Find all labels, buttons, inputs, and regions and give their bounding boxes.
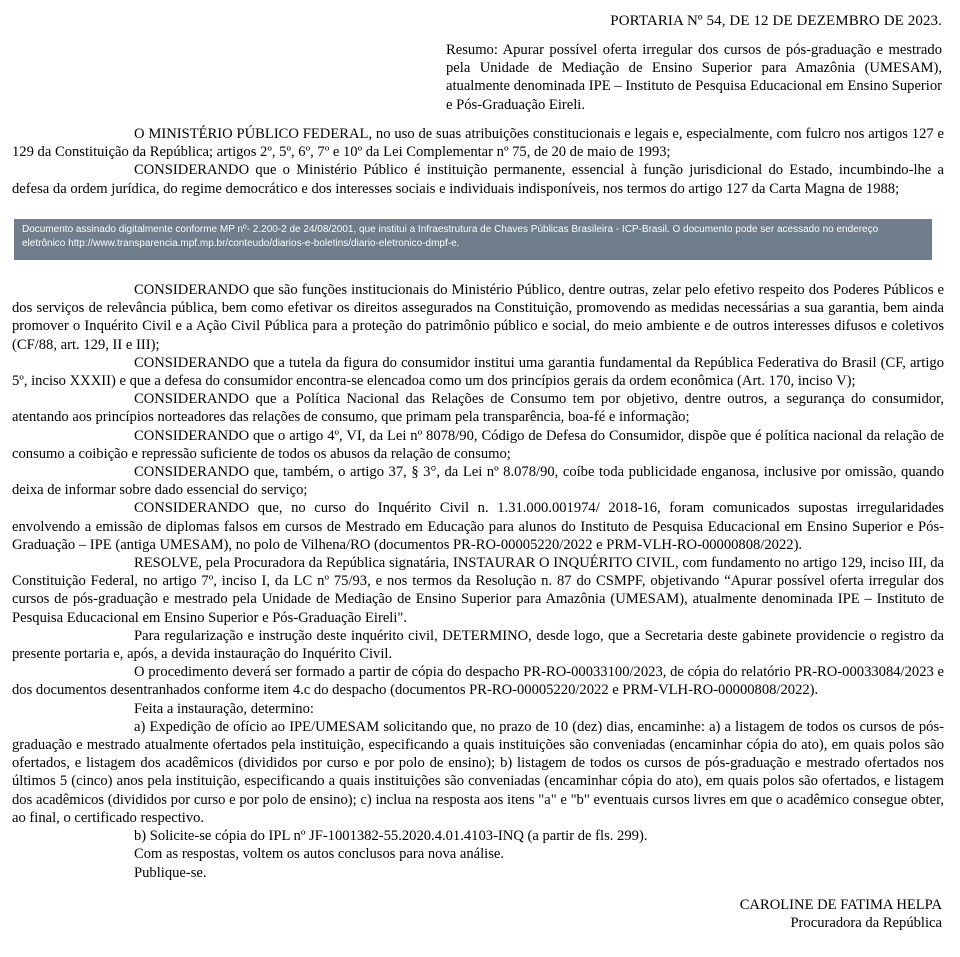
- body-paragraph: Publique-se.: [134, 864, 207, 881]
- body-paragraph: CONSIDERANDO que, também, o artigo 37, § 3°, da Lei nº 8.078/90, coíbe toda publicidade enganosa, inclusive por omissão, quando deixa de informar sobre dado essencial do serviço;: [12, 464, 944, 499]
- list-item: a) Expedição de ofício ao IPE/UMESAM solicitando que, no prazo de 10 (dez) dias, encaminhe: a) a listagem de todos os cursos de pós-graduação e mestrado atualmente ofertados pela instituição, especificando a quais instituições são conveniadas (encaminhar cópia do ato), em quais polos são ofertados, e listagem dos acadêmicos (divididos por curso e por polo de ensino); b) listagem de todos os cursos de pós-graduação e mestrado ofertados nos últimos 5 (cinco) anos pela instituição, especificando a quais instituições são conveniadas (encaminhar cópia do ato), em quais polos são ofertados, e listagem dos acadêmicos (divididos por curso e por polo de ensino); c) inclua na resposta aos itens "a" e "b" eventuais cursos livres em que o acadêmico consegue obter, ao final, o certificado respectivo.: [12, 718, 944, 826]
- body-paragraph: RESOLVE, pela Procuradora da República signatária, INSTAURAR O INQUÉRITO CIVIL, com fundamento no artigo 129, inciso III, da Constituição Federal, no artigo 7º, inciso I, da LC nº 75/93, e nos termos da Resolução n. 87 do CSMPF, objetivando “Apurar possível oferta irregular dos cursos de pós-graduação e mestrado pela Unidade de Mediação de Ensino Superior para Amazônia (UMESAM), atualmente denominada IPE – Instituto de Pesquisa Educacional em Ensino Superior e Pós-Graduação Eireli".: [12, 555, 944, 626]
- signatory-name: CAROLINE DE FATIMA HELPA: [739, 897, 942, 913]
- signature-block: [740, 896, 942, 932]
- body-paragraph: Feita a instauração, determino:: [134, 700, 314, 717]
- summary-text: Resumo: Apurar possível oferta irregular dos cursos de pós-graduação e mestrado pela Unidade de Mediação de Ensino Superior para Amazônia (UMESAM), atualmente denominada IPE – Instituto de Pesquisa Educacional em Ensino Superior e Pós-Graduação Eireli.: [446, 42, 942, 113]
- body-paragraph: CONSIDERANDO que o artigo 4º, VI, da Lei nº 8078/90, Código de Defesa do Consumidor, dispõe que é política nacional da relação de consumo a coibição e repressão suficiente de todos os abusos da relação de consumo;: [12, 427, 944, 462]
- intro-paragraph: O MINISTÉRIO PÚBLICO FEDERAL, no uso de suas atribuições constitucionais e legais e, especialmente, com fulcro nos artigos 127 e 129 da Constituição da República; artigos 2º, 5º, 6º, 7º e 10º da Lei Complementar nº 75, de 20 de maio de 1993;: [12, 126, 944, 161]
- document-title: PORTARIA Nº 54, DE 12 DE DEZEMBRO DE 2023.: [610, 13, 942, 29]
- body-paragraph: CONSIDERANDO que a tutela da figura do consumidor institui uma garantia fundamental da República Federativa do Brasil (CF, artigo 5º, inciso XXXII) e que a defesa do consumidor encontra-se elencadoa como um dos princípios gerais da ordem econômica (Art. 170, inciso V);: [12, 354, 944, 390]
- body-paragraph: Com as respostas, voltem os autos conclusos para nova análise.: [134, 846, 505, 863]
- banner-line: Documento assinado digitalmente conforme MP nº- 2.200-2 de 24/08/2001, que institui a Infraestrutura de Chaves Públicas Brasileira - ICP-Brasil. O documento pode ser acessado no endereço: [22, 224, 879, 235]
- intro-paragraph: CONSIDERANDO que o Ministério Público é instituição permanente, essencial à função jurisdicional do Estado, incumbindo-lhe a defesa da ordem jurídica, do regime democrático e dos interesses sociais e individuais indisponíveis, nos termos do artigo 127 da Carta Magna de 1988;: [12, 162, 944, 197]
- body-paragraph: O procedimento deverá ser formado a partir de cópia do despacho PR-RO-00033100/2023, de cópia do relatório PR-RO-00033084/2023 e dos documentos desentranhados conforme item 4.c do despacho (documentos PR-RO-00005220/2022 e PRM-VLH-RO-00000808/2022).: [12, 664, 944, 699]
- body-paragraph: CONSIDERANDO que, no curso do Inquérito Civil n. 1.31.000.001974/ 2018-16, foram comunicados supostas irregularidades envolvendo a emissão de diplomas falsos em cursos de Mestrado em Educação para alunos do Instituto de Pesquisa Educacional em Ensino Superior e Pós-Graduação – IPE (antiga UMESAM), no polo de Vilhena/RO (documentos PR-RO-00005220/2022 e PRM-VLH-RO-00000808/2022).: [12, 500, 944, 553]
- signatory-role: Procuradora da República: [790, 915, 942, 932]
- signature-notice-banner: [14, 219, 932, 260]
- body-paragraph: CONSIDERANDO que a Política Nacional das Relações de Consumo tem por objetivo, dentre outros, a segurança do consumidor, atentando aos princípios norteadores das relações de consumo, que primam pela transparência, boa-fé e informação;: [12, 391, 944, 426]
- list-item: b) Solicite-se cópia do IPL nº JF-1001382-55.2020.4.01.4103-INQ (a partir de fls. 299).: [134, 828, 648, 845]
- intro-section: [12, 125, 944, 198]
- banner-line: eletrônico http://www.transparencia.mpf.mp.br/conteudo/diarios-e-boletins/diario-eletronico-dmpf-e.: [22, 238, 460, 249]
- body-paragraph: CONSIDERANDO que são funções institucionais do Ministério Público, dentre outras, zelar pelo efetivo respeito dos Poderes Públicos e dos serviços de relevância pública, bem como efetivar os direitos assegurados na Constituição, promovendo as medidas necessárias a sua garantia, bem ainda promover o Inquérito Civil e a Ação Civil Pública para a proteção do patrimônio público e social, do meio ambiente e de outros interesses difusos e coletivos (CF/88, art. 129, II e III);: [12, 282, 944, 353]
- body-paragraph: Para regularização e instrução deste inquérito civil, DETERMINO, desde logo, que a Secretaria deste gabinete providencie o registro da presente portaria e, após, a devida instauração do Inquérito Civil.: [12, 627, 944, 663]
- body-section: [12, 281, 944, 882]
